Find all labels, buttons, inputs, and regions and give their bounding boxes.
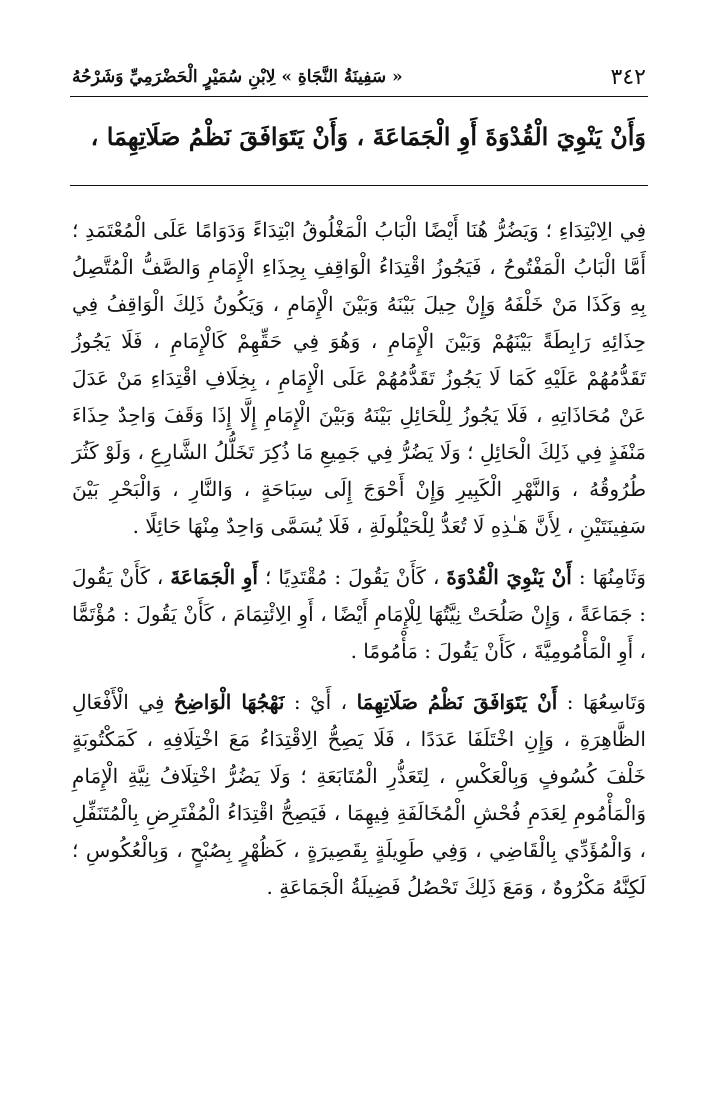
paragraph-lead: وَتَاسِعُهَا : (557, 690, 646, 714)
commentary-rule (70, 185, 648, 186)
paragraph-text: ، أَيْ : (284, 690, 357, 714)
page-header (72, 60, 646, 94)
paragraph-text: ، كَأَنْ يَقُولَ : جَمَاعَةً ، وَإِنْ صَلُحَتْ نِيَّتُهَا لِلْإِمَامِ أَيْضًا ، أَوِ الِائْتِمَامَ ، كَأَنْ يَقُولَ : مُؤْتَمًّا ، أَوِ الْمَأْمُومِيَّةَ ، كَأَنْ يَقُولَ : مَأْمُومًا . (72, 565, 646, 663)
gloss-quote: نَهْجُهَا الْوَاضِحُ (173, 690, 285, 714)
header-rule (70, 96, 648, 97)
matn-text: وَأَنْ يَنْوِيَ الْقُدْوَةَ أَوِ الْجَمَاعَةَ ، وَأَنْ يَتَوَافَقَ نَظْمُ صَلَاتِهِمَا ، (90, 122, 646, 151)
paragraph-text: ، كَأَنْ يَقُولَ : مُقْتَدِيًا ؛ (258, 565, 447, 589)
running-title: « سَفِينَةُ النَّجَاةِ » لِابْنِ سُمَيْرٍ الْحَضْرَمِيِّ وَشَرْحُهُ (72, 67, 403, 87)
paragraph-lead: وَثَامِنُهَا : (571, 565, 646, 589)
paragraph-text: فِي الْأَفْعَالِ الظَّاهِرَةِ ، وَإِنِ اخْتَلَفَا عَدَدًا ، فَلَا يَصِحُّ الِاقْتِدَاءُ مَعَ اخْتِلَافِهِ ، كَمَكْتُوبَةٍ خَلْفَ كُسُوفٍ وَبِالْعَكْسِ ، لِتَعَذُّرِ الْمُتَابَعَةِ ؛ وَلَا يَضُرُّ اخْتِلَافُ نِيَّةِ الْإِمَامِ وَالْمَأْمُومِ لِعَدَمِ فُحْشِ الْمُخَالَفَةِ فِيهِمَا ، فَيَصِحُّ اقْتِدَاءُ الْمُفْتَرِضِ بِالْمُتَنَفِّلِ ، وَالْمُؤَدِّي بِالْقَاضِي ، وَفِي طَوِيلَةٍ بِقَصِيرَةٍ ، كَظُهْرٍ بِصُبْحٍ ، وَبِالْعُكُوسِ ؛ لَكِنَّهُ مَكْرُوهٌ ، وَمَعَ ذَلِكَ تَحْصُلُ فَضِيلَةُ الْجَمَاعَةِ . (72, 690, 646, 899)
commentary-paragraph-3 (72, 684, 646, 906)
matn-quote: أَنْ يَتَوَافَقَ نَظْمُ صَلَاتِهِمَا (356, 690, 558, 714)
matn-quote: أَنْ يَنْوِيَ الْقُدْوَةَ (446, 565, 572, 589)
commentary-paragraph-2 (72, 559, 646, 670)
matn-quote: أَوِ الْجَمَاعَةَ (170, 565, 258, 589)
page-number: ٣٤٢ (610, 64, 646, 90)
commentary-paragraph-1: فِي الِابْتِدَاءِ ؛ وَيَضُرُّ هُنَا أَيْضًا الْبَابُ الْمَغْلُوقُ ابْتِدَاءً وَدَوَامًا عَلَى الْمُعْتَمَدِ ؛ أَمَّا الْبَابُ الْمَفْتُوحُ ، فَيَجُوزُ اقْتِدَاءُ الْوَاقِفِ بِحِذَاءِ الْإِمَامِ وَالصَّفُّ الْمُتَّصِلُ بِهِ وَكَذَا مَنْ خَلْفَهُ وَإِنْ حِيلَ بَيْنَهُ وَبَيْنَ الْإِمَامِ ، وَيَكُونُ ذَلِكَ الْوَاقِفُ فِي حِذَائِهِ رَابِطَةً بَيْنَهُمْ وَبَيْنَ الْإِمَامِ ، وَهُوَ فِي حَقِّهِمْ كَالْإِمَامِ ، فَلَا يَجُوزُ تَقَدُّمُهُمْ عَلَيْهِ كَمَا لَا يَجُوزُ تَقَدُّمُهُمْ عَلَى الْإِمَامِ ، بِخِلَافِ اقْتِدَاءِ مَنْ عَدَلَ عَنْ مُحَاذَاتِهِ ، فَلَا يَجُوزُ لِلْحَائِلِ بَيْنَهُ وَبَيْنَ الْإِمَامِ إِلَّا إِذَا وَقَفَ وَاحِدٌ حِذَاءَ مَنْفَذٍ فِي ذَلِكَ الْحَائِلِ ؛ وَلَا يَضُرُّ فِي جَمِيعِ مَا ذُكِرَ تَخَلُّلُ الشَّارِعِ ، وَلَوْ كَثُرَ طُرُوقُهُ ، وَالنَّهْرِ الْكَبِيرِ وَإِنْ أَحْوَجَ إِلَى سِبَاحَةٍ ، وَالنَّارِ ، وَالْبَحْرِ بَيْنَ سَفِينَتَيْنِ ، لِأَنَّ هَـٰذِهِ لَا تُعَدُّ لِلْحَيْلُولَةِ ، فَلَا يُسَمَّى وَاحِدٌ مِنْهَا حَائِلًا . (72, 218, 646, 538)
commentary (72, 212, 646, 920)
